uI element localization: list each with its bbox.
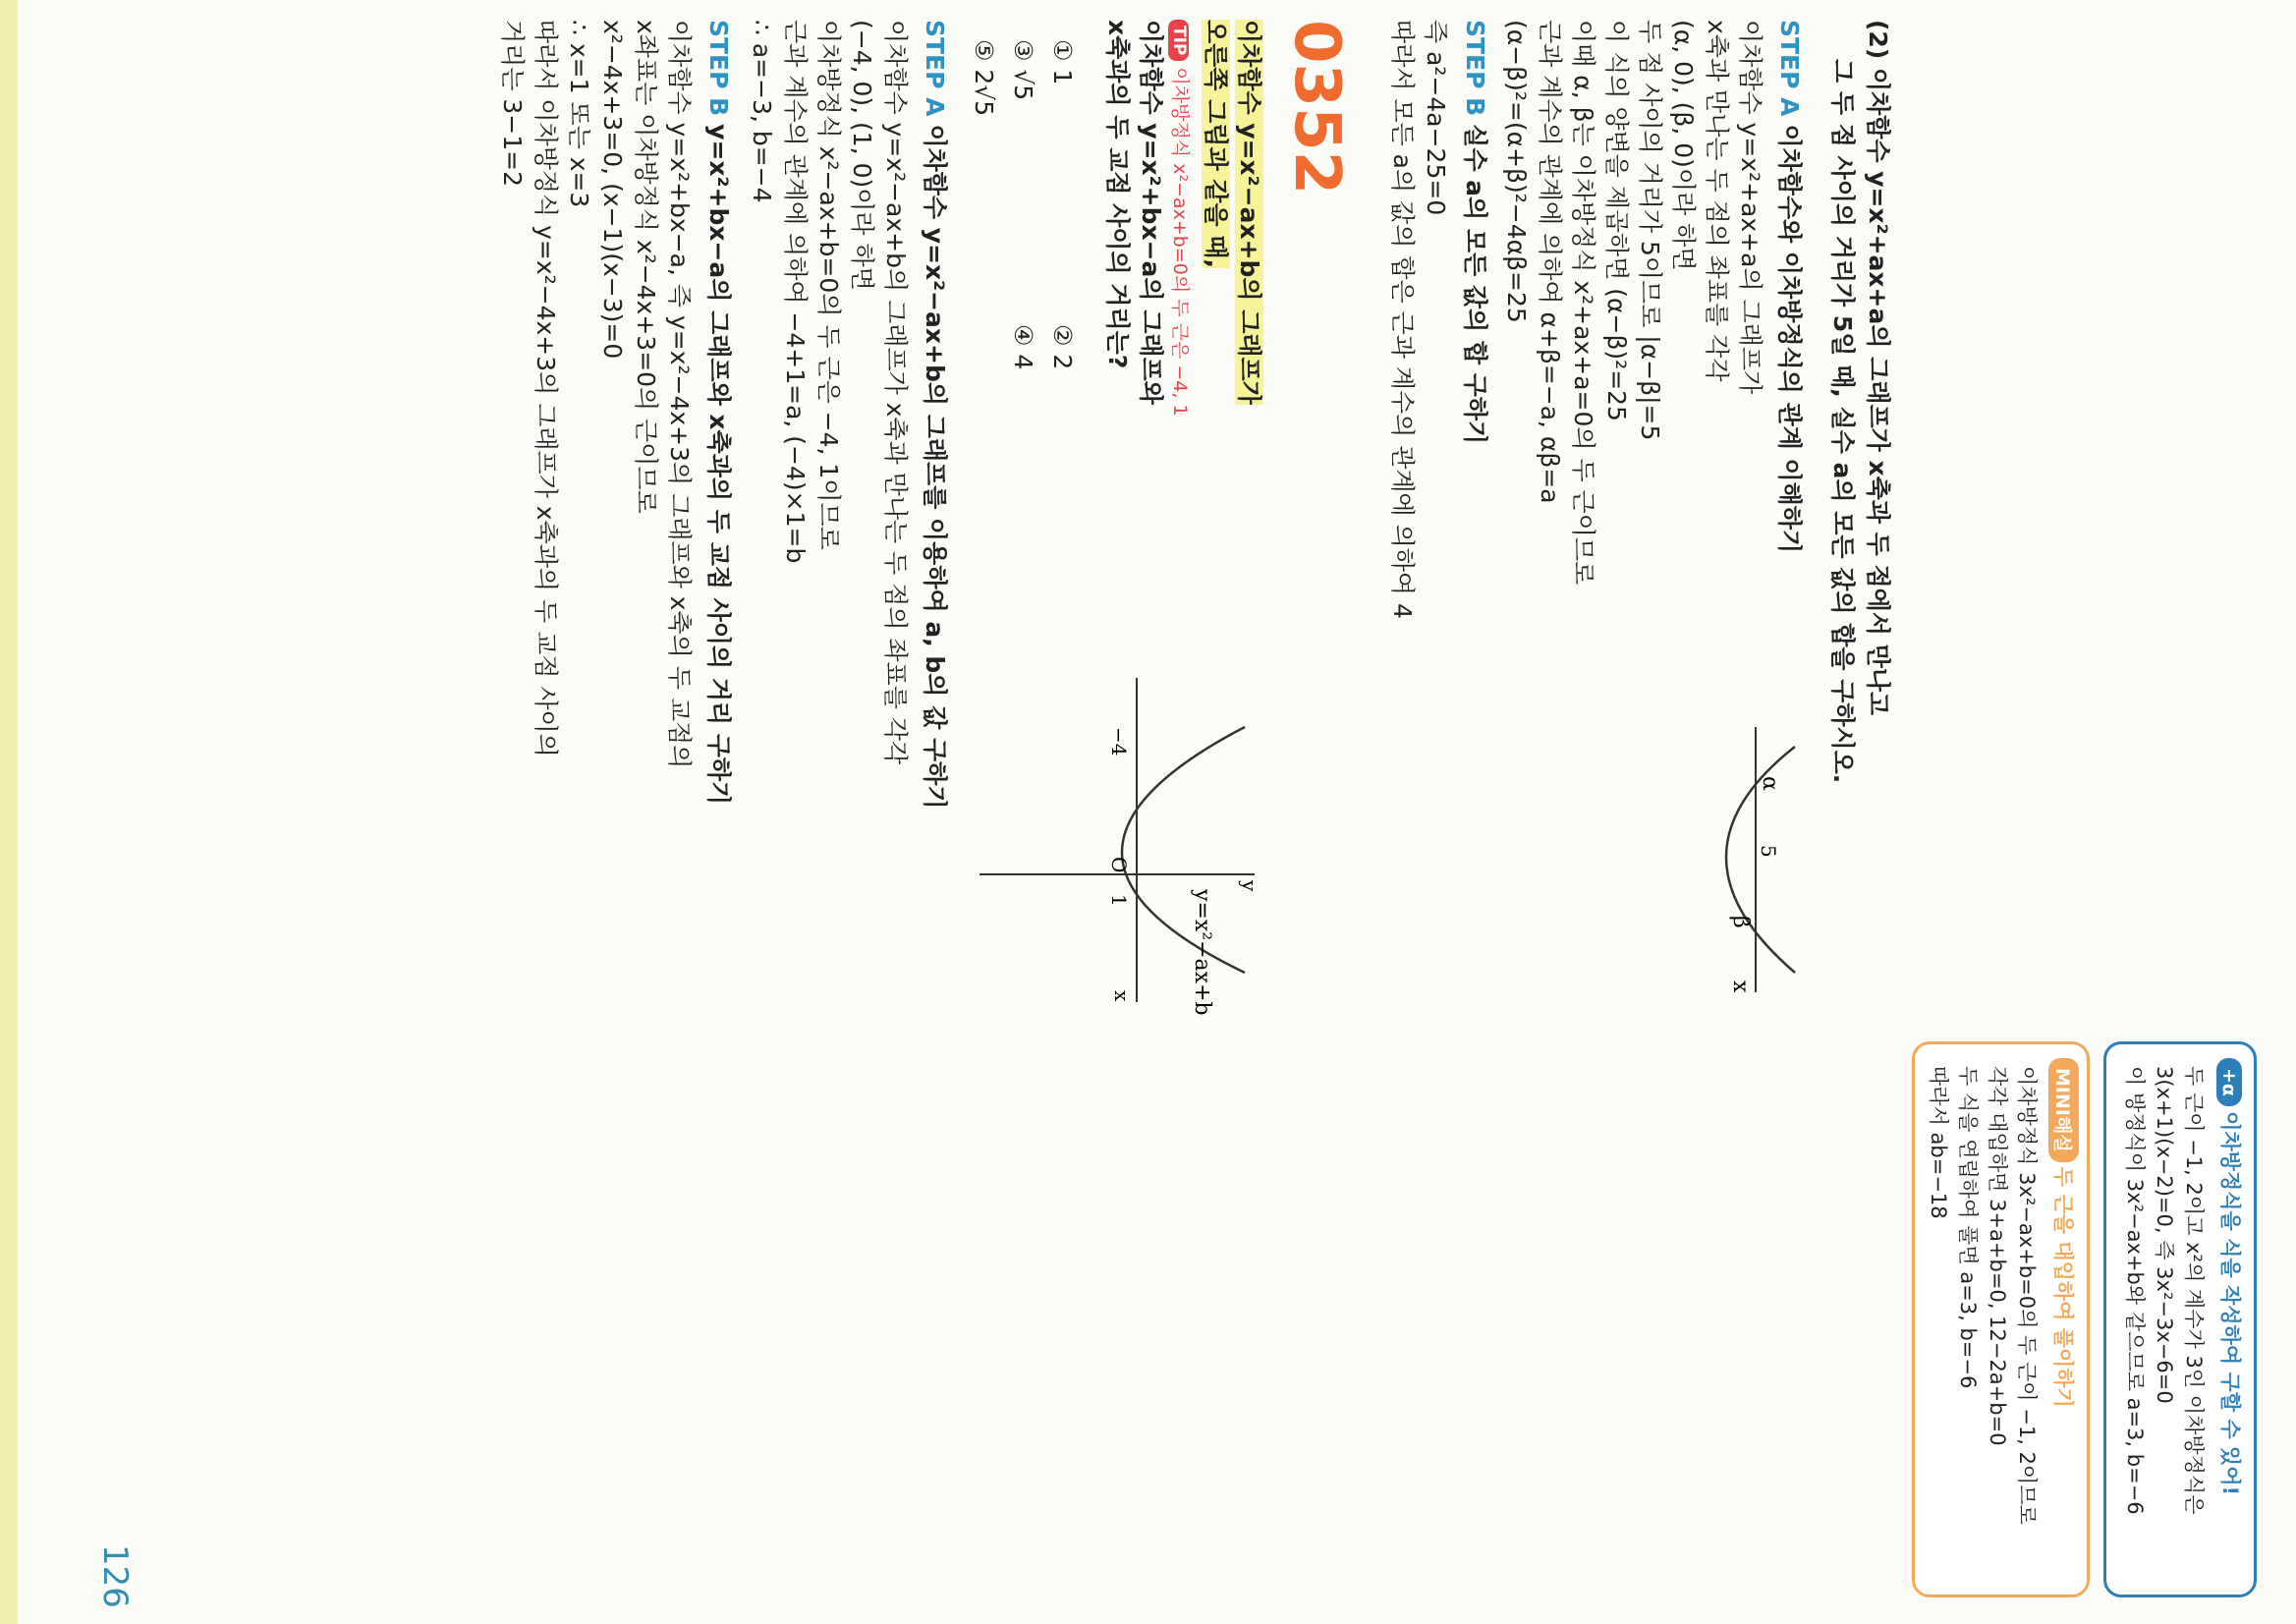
solution-line: x좌표는 이차방정식 x²−4x+3=0의 근이므로: [632, 20, 660, 514]
q2-line: (2) 이차함수 y=x²+ax+a의 그래프가 x축과 두 점에서 만나고: [1864, 20, 1892, 716]
step-b-title: 실수 a의 모든 값의 합 구하기: [1461, 124, 1489, 445]
box-line: 이 방정식이 3x²−ax+b와 같으므로 a=3, b=−6: [2123, 1066, 2147, 1515]
solution-line: 이차함수 y=x²+ax+a의 그래프가: [1736, 20, 1764, 395]
choice: ③ √5: [1009, 39, 1037, 101]
solution-line: ∴ x=1 또는 x=3: [565, 20, 593, 208]
box-title: 두 근을 대입하여 풀이하기: [2051, 1166, 2075, 1408]
y-axis-label: y: [1238, 880, 1261, 892]
solution-line: (α, 0), (β, 0)이라 하면: [1669, 20, 1698, 271]
choice: ① 1: [1048, 39, 1077, 85]
solution-line: 이 식의 양변을 제곱하면 (α−β)²=25: [1602, 20, 1631, 421]
equation-label: y=x²−ax+b: [1190, 889, 1214, 1016]
solution-line: 이차함수 y=x²−ax+b의 그래프가 x축과 만나는 두 점의 좌표를 각각: [881, 20, 910, 765]
solution-line: 이차방정식 x²−ax+b=0의 두 근은 −4, 1이므로: [814, 20, 843, 550]
p0352-graph: [970, 668, 1264, 1022]
solution-line: 이차함수 y=x²+bx−a, 즉 y=x²−4x+3의 그래프와 x축의 두 교점의: [665, 20, 694, 769]
problem-line: 이차함수 y=x²+bx−a의 그래프와: [1137, 20, 1165, 405]
choice: ⑤ 2√5: [970, 39, 998, 117]
q2-graph: [1569, 707, 1805, 1002]
box-line: 각각 대입하면 3+a+b=0, 12−2a+b=0: [1986, 1066, 2009, 1446]
mini-badge: MINI해설: [2048, 1058, 2079, 1162]
step-a-title: 이차함수 y=x²−ax+b의 그래프를 이용하여 a, b의 값 구하기: [921, 124, 949, 810]
solution-line: 근과 계수의 관계에 의하여 α+β=−a, αβ=a: [1536, 20, 1564, 504]
box-line: 3(x+1)(x−2)=0, 즉 3x²−3x−6=0: [2153, 1066, 2176, 1404]
problem-number: 0352: [1280, 20, 1353, 196]
step-b-label: STEP B: [1461, 20, 1489, 117]
solution-line: x축과 만나는 두 점의 좌표를 각각: [1703, 20, 1731, 382]
solution-line: 두 점 사이의 거리가 5이므로 |α−β|=5: [1636, 20, 1664, 441]
solution-line: 근과 계수의 관계에 의하여 −4+1=a, (−4)×1=b: [781, 20, 810, 564]
problem-line: x축과의 두 교점 사이의 거리는?: [1103, 20, 1132, 369]
box-line: 따라서 ab=−18: [1927, 1066, 1950, 1219]
right-root-label: 1: [1107, 894, 1131, 907]
step-a-label: STEP A: [1775, 20, 1804, 117]
solution-line: 즉 a²−4a−25=0: [1422, 20, 1450, 216]
problem-line: 이차함수 y=x²−ax+b의 그래프가: [1235, 20, 1263, 405]
solution-line: x²−4x+3=0, (x−1)(x−3)=0: [598, 20, 627, 360]
tip-text: 이차방정식 x²−ax+b=0의 두 근은 −4, 1: [1169, 67, 1191, 417]
beta-label: β: [1728, 916, 1753, 928]
tip-badge: TIP: [1168, 20, 1189, 61]
left-root-label: −4: [1107, 727, 1131, 756]
plus-alpha-badge: +α: [2216, 1058, 2242, 1106]
choice: ④ 4: [1009, 324, 1037, 370]
box-line: 두 근이 −1, 2이고 x²의 계수가 3인 이차방정식은: [2182, 1066, 2206, 1515]
x-axis-label: x: [1728, 980, 1753, 993]
origin-label: O: [1107, 857, 1131, 873]
plus-alpha-box-1: [2103, 1041, 2257, 1597]
solution-line: 거리는 3−1=2: [498, 20, 527, 188]
page-edge-band: [0, 0, 18, 1624]
solution-line: (−4, 0), (1, 0)이라 하면: [848, 20, 876, 291]
page-number: 126: [95, 1544, 135, 1608]
alpha-label: α: [1758, 776, 1782, 791]
distance-label: 5: [1757, 845, 1780, 858]
solution-line: 이때 α, β는 이차방정식 x²+ax+a=0의 두 근이므로: [1569, 20, 1597, 586]
solution-line: ∴ a=−3, b=−4: [748, 20, 776, 203]
choice: ② 2: [1048, 324, 1077, 370]
step-a-title: 이차함수와 이차방정식의 관계 이해하기: [1775, 124, 1804, 554]
q2-line: 그 두 점 사이의 거리가 5일 때, 실수 a의 모든 값의 합을 구하시오.: [1828, 59, 1857, 784]
step-a-label: STEP A: [921, 20, 949, 117]
mini-solution-box: [1912, 1041, 2090, 1597]
box-line: 이차방정식 3x²−ax+b=0의 두 근이 −1, 2이므로: [2015, 1066, 2039, 1525]
solution-line: 따라서 모든 a의 값의 합은 근과 계수의 관계에 의하여 4: [1388, 20, 1417, 619]
step-b-title: y=x²+bx−a의 그래프와 x축과의 두 교점 사이의 거리 구하기: [704, 124, 733, 806]
solution-line: (α−β)²=(α+β)²−4αβ=25: [1502, 20, 1531, 323]
step-b-label: STEP B: [704, 20, 733, 117]
problem-line: 오른쪽 그림과 같을 때,: [1202, 20, 1230, 268]
solution-line: 따라서 이차방정식 y=x²−4x+3의 그래프가 x축과의 두 교점 사이의: [532, 20, 560, 757]
box-title: 이차방정식을 식을 작성하여 구할 수 있어!: [2218, 1111, 2242, 1496]
x-axis-label: x: [1110, 990, 1134, 1002]
box-line: 두 식을 연립하여 풀면 a=3, b=−6: [1956, 1066, 1980, 1389]
